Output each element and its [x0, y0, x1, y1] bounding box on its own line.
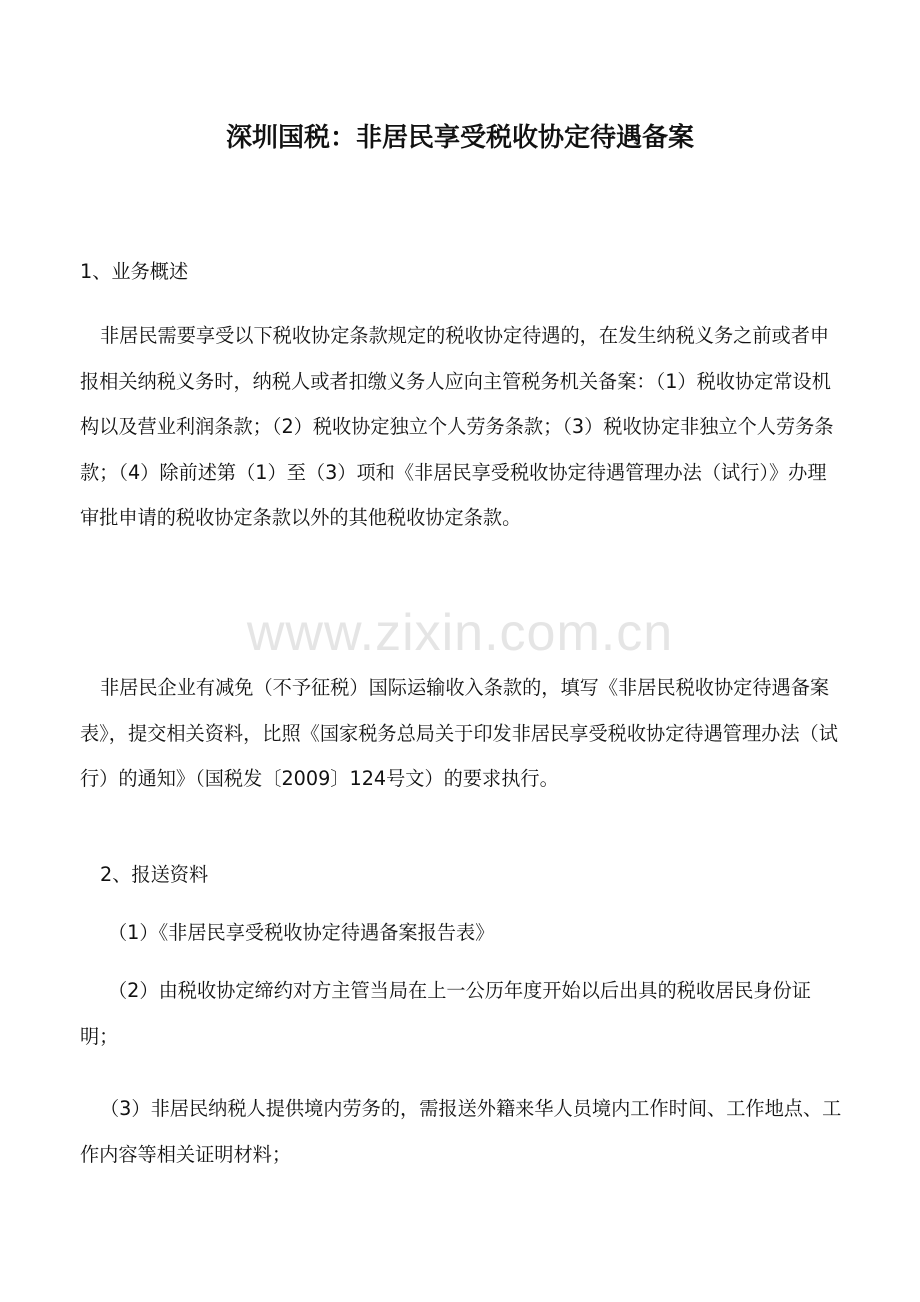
overview-paragraph-1: 非居民需要享受以下税收协定条款规定的税收协定待遇的，在发生纳税义务之前或者申报相关纳税义务时，纳税人或者扣缴义务人应向主管税务机关备案：（1）税收协定常设机构以及营业利润条款；（2）税收协定独立个人劳务条款；（3）税收协定非独立个人劳务条款；（4）除前述第（1）至（3）项和《非居民享受税收协定待遇管理办法（试行）》办理审批申请的税收协定条款以外的其他税收协定条款。: [80, 324, 834, 530]
section-heading-overview: 1、业务概述: [80, 260, 189, 283]
overview-paragraph-2: 非居民企业有减免（不予征税）国际运输收入条款的，填写《非居民税收协定待遇备案表》，提交相关资料，比照《国家税务总局关于印发非居民享受税收协定待遇管理办法（试行）的通知》（国税发〔2009〕124号文）的要求执行。: [80, 676, 838, 791]
materials-list-item: （1）《非居民享受税收协定待遇备案报告表》: [108, 921, 495, 944]
section-heading-materials: 2、报送资料: [100, 863, 209, 886]
watermark: www.zixin.com.cn: [246, 604, 674, 662]
document-title: 深圳国税：非居民享受税收协定待遇备案: [225, 123, 694, 153]
materials-list-item: （2）由税收协定缔约对方主管当局在上一公历年度开始以后出具的税收居民身份证明；: [80, 979, 811, 1048]
materials-list-item: （3）非居民纳税人提供境内劳务的，需报送外籍来华人员境内工作时间、工作地点、工作内容等相关证明材料；: [80, 1097, 842, 1166]
